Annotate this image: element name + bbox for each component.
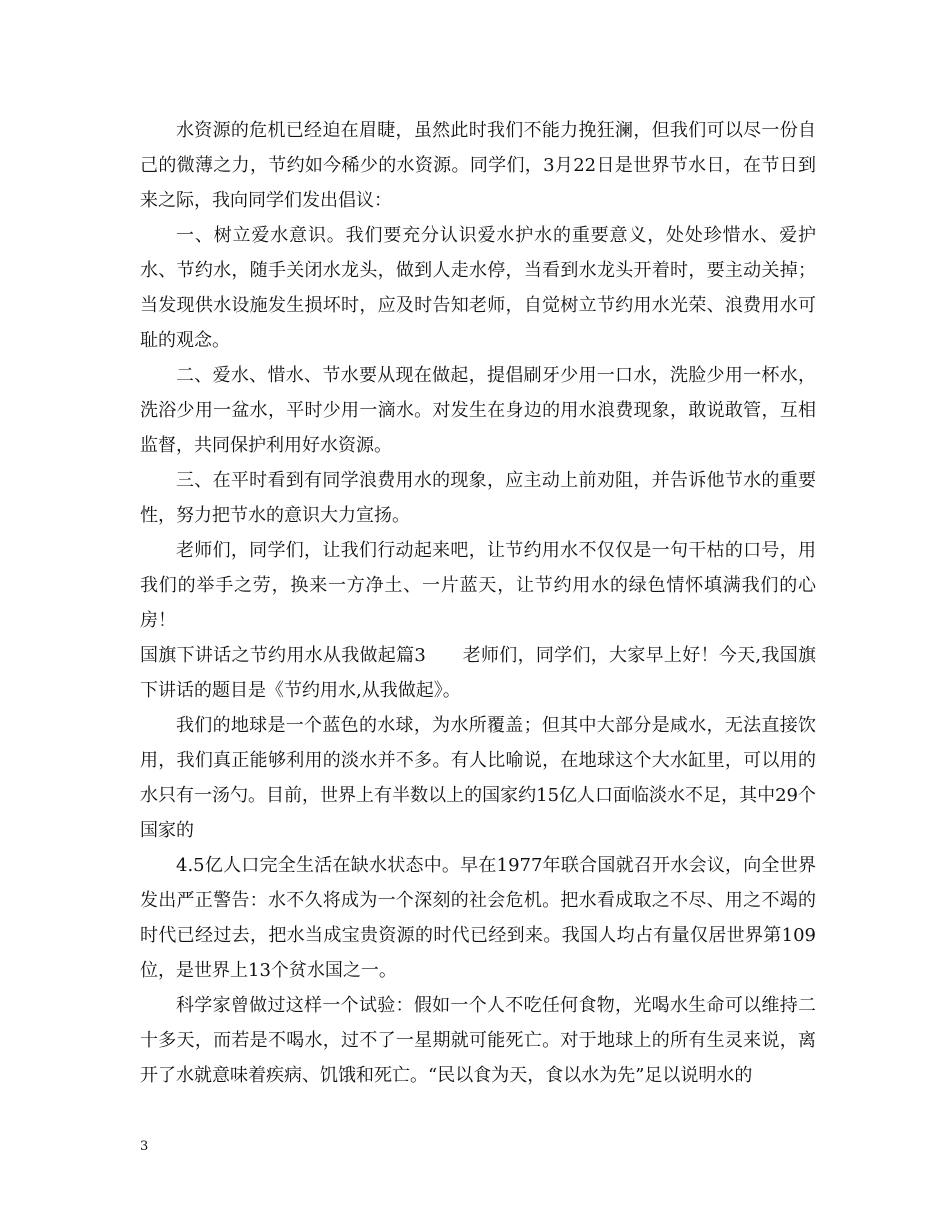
- page-number: 3: [140, 1139, 149, 1154]
- paragraph-proposal-one: 一、树立爱水意识。我们要充分认识爱水护水的重要意义，处处珍惜水、爱护水、节约水，随手关闭水龙头，做到人走水停，当看到水龙头开着时，要主动关掉；当发现供水设施发生损坏时，应及时告知老师，自觉树立节约用水光荣、浪费用水可耻的观念。: [140, 225, 816, 351]
- paragraph-water-crisis: 水资源的危机已经迫在眉睫，虽然此时我们不能力挽狂澜，但我们可以尽一份自己的微薄之力，节约如今稀少的水资源。同学们，3月22日是世界节水日，在节日到来之际，我向同学们发出倡议：: [140, 120, 816, 211]
- paragraph-scientist-experiment: 科学家曾做过这样一个试验：假如一个人不吃任何食物，光喝水生命可以维持二十多天，而若是不喝水，过不了一星期就可能死亡。对于地球上的所有生灵来说，离开了水就意味着疾病、饥饿和死亡。“民以食为天，食以水为先”足以说明水的: [140, 995, 816, 1086]
- paragraph-proposal-two: 二、爱水、惜水、节水要从现在做起，提倡刷牙少用一口水，洗脸少用一杯水，洗浴少用一盆水，平时少用一滴水。对发生在身边的用水浪费现象，敢说敢管，互相监督，共同保护利用好水资源。: [140, 365, 816, 456]
- paragraph-water-shortage: 4.5亿人口完全生活在缺水状态中。早在1977年联合国就召开水会议，向全世界发出严正警告：水不久将成为一个深刻的社会危机。把水看成取之不尽、用之不竭的时代已经过去，把水当成宝贵资源的时代已经到来。我国人均占有量仅居世界第109位，是世界上13个贫水国之一。: [140, 855, 816, 981]
- paragraph-call-to-action: 老师们，同学们，让我们行动起来吧，让节约用水不仅仅是一句干枯的口号，用我们的举手之劳，换来一方净土、一片蓝天，让节约用水的绿色情怀填满我们的心房！: [140, 540, 816, 631]
- document-body: [140, 113, 816, 1093]
- paragraph-speech-heading: 国旗下讲话之节约用水从我做起篇3 老师们，同学们，大家早上好！今天,我国旗下讲话的题目是《节约用水,从我做起》。: [140, 645, 816, 701]
- paragraph-blue-planet: 我们的地球是一个蓝色的水球，为水所覆盖；但其中大部分是咸水，无法直接饮用，我们真正能够利用的淡水并不多。有人比喻说，在地球这个大水缸里，可以用的水只有一汤勺。目前，世界上有半数以上的国家约15亿人口面临淡水不足，其中29个国家的: [140, 715, 816, 841]
- paragraph-proposal-three: 三、在平时看到有同学浪费用水的现象，应主动上前劝阻，并告诉他节水的重要性，努力把节水的意识大力宣扬。: [140, 470, 816, 526]
